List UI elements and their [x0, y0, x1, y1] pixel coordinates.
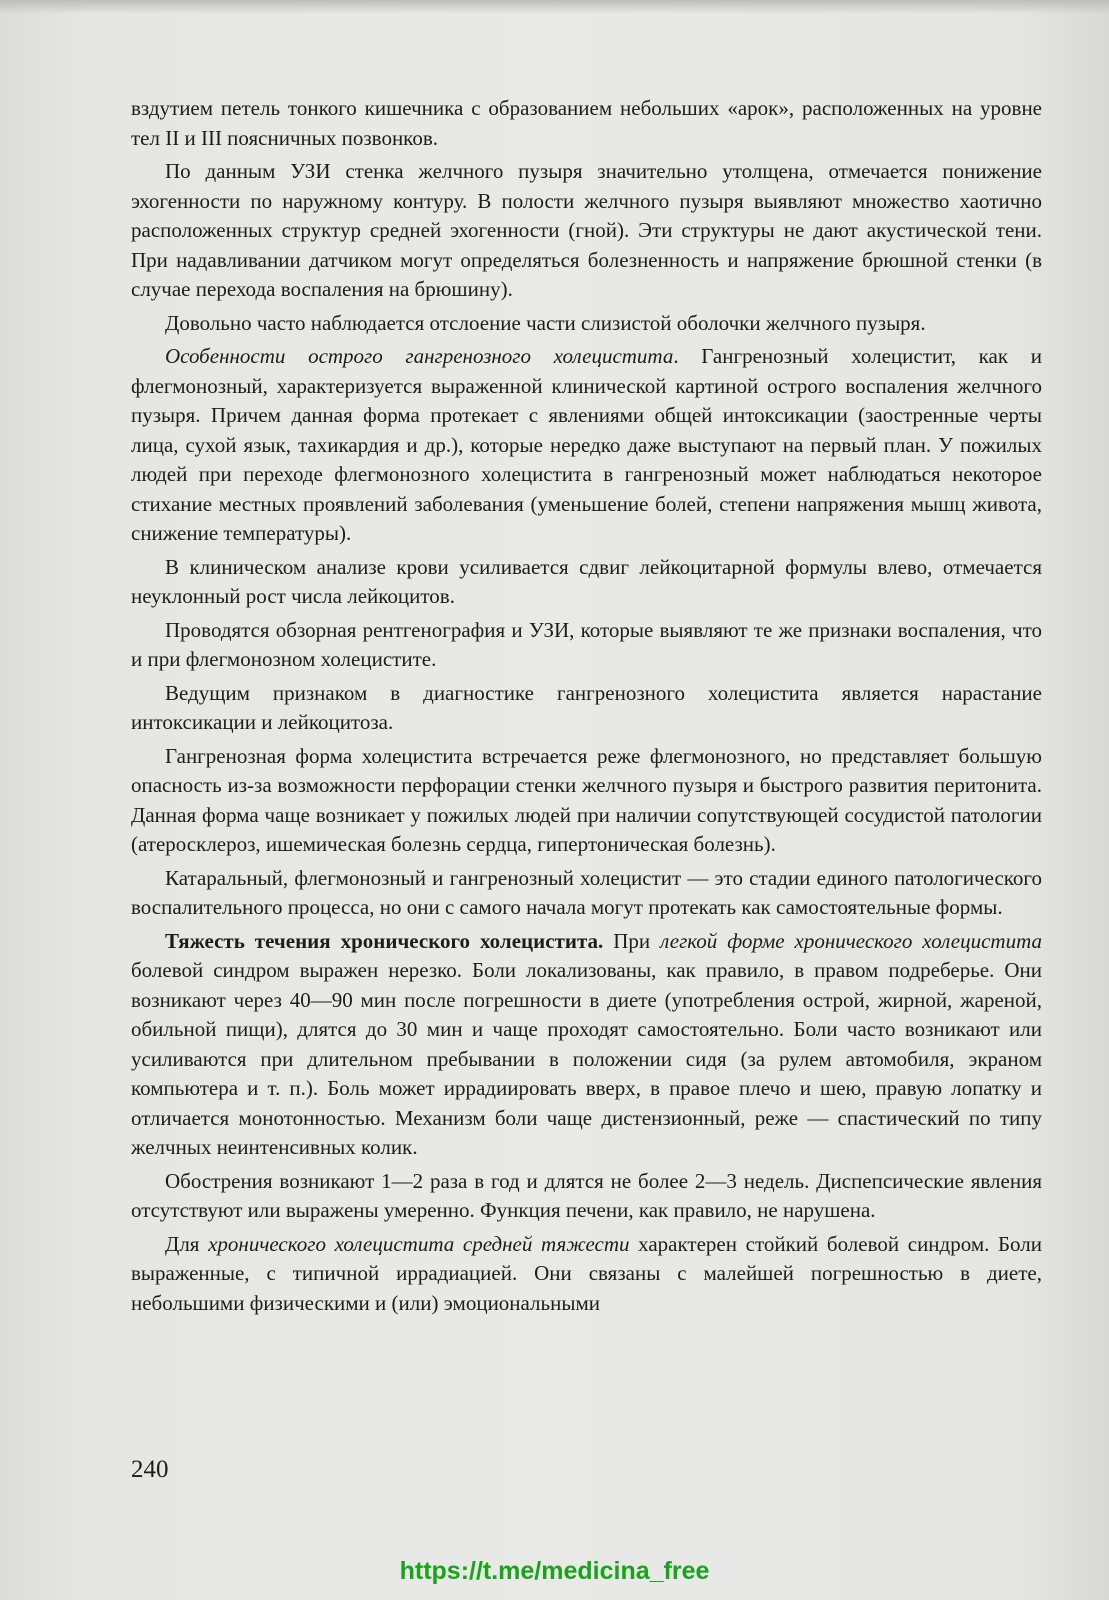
- text-run: вздутием петель тонкого кишечника с образованием небольших «арок», расположенных на уровне тел II и III поясничных позвонков.: [131, 96, 1042, 150]
- text-run: Обострения возникают 1—2 раза в год и длятся не более 2—3 недель. Диспепсические явления отсутствуют или выражены умеренно. Функция печени, как правило, не нарушена.: [131, 1168, 1042, 1222]
- paragraph: [131, 742, 1042, 860]
- text-run: болевой синдром выражен нерезко. Боли локализованы, как правило, в правом подреберье. Они возникают через 40—90 мин после погрешности в диете (употребления острой, жирной, жареной, обильной пищи), длятся до 30 мин и чаще проходят самостоятельно. Боли часто возникают или усиливаются при длительном пребывании в положении сидя (за рулем автомобиля, экраном компьютера и т. п.). Боль может иррадиировать вверх, в правое плечо и шею, правую лопатку и отличается монотонностью. Механизм боли чаще дистензионный, реже — спастический по типу желчных неинтенсивных колик.: [131, 958, 1042, 1159]
- paragraph: [131, 553, 1042, 612]
- watermark-link[interactable]: https://t.me/medicina_free: [399, 1557, 710, 1585]
- page-number: 240: [131, 1456, 169, 1483]
- text-run: По данным УЗИ стенка желчного пузыря значительно утолщена, отмечается понижение эхогенности по наружному контуру. В полости желчного пузыря выявляют множество хаотично расположенных структур средней эхогенности (гной). Эти структуры не дают акустической тени. При надавливании датчиком могут определяться болезненность и напряжение брюшной стенки (в случае перехода воспаления на брюшину).: [131, 159, 1042, 301]
- paragraph: [131, 1230, 1042, 1319]
- body-text: [131, 94, 1042, 1318]
- paragraph: [131, 1167, 1042, 1226]
- paragraph: [131, 927, 1042, 1163]
- italic-run: Особенности острого гангренозного холецистита: [165, 344, 674, 368]
- paragraph: [131, 309, 1042, 339]
- italic-run: хронического холецистита средней тяжести: [208, 1231, 630, 1256]
- italic-run: легкой форме хронического холецистита: [660, 928, 1042, 953]
- text-run: характерен стойкий болевой синдром. Боли выраженные, с типичной иррадиацией. Они связаны с малейшей погрешностью в диете, небольшими физическими и (или) эмоциональными: [131, 1231, 1043, 1315]
- text-run: В клиническом анализе крови усиливается сдвиг лейкоцитарной формулы влево, отмечается неуклонный рост числа лейкоцитов.: [131, 554, 1042, 608]
- paragraph: [131, 342, 1042, 549]
- paragraph: [131, 679, 1042, 738]
- text-run: Довольно часто наблюдается отслоение части слизистой оболочки желчного пузыря.: [165, 310, 926, 335]
- bold-run: Тяжесть течения хронического холецистита.: [165, 928, 604, 953]
- paragraph: [131, 864, 1042, 923]
- page-top-shadow: [0, 0, 1109, 14]
- paragraph: [131, 157, 1042, 305]
- paragraph: [131, 616, 1042, 675]
- text-run: Для: [165, 1231, 209, 1256]
- paragraph: [131, 94, 1042, 153]
- text-run: Катаральный, флегмонозный и гангренозный холецистит — это стадии единого патологического воспалительного процесса, но они с самого начала могут протекать как самостоятельные формы.: [131, 865, 1042, 919]
- text-run: Ведущим признаком в диагностике гангренозного холецистита является нарастание интоксикации и лейкоцитоза.: [131, 680, 1042, 734]
- text-run: Проводятся обзорная рентгенография и УЗИ, которые выявляют те же признаки воспаления, что и при флегмонозном холецистите.: [131, 617, 1042, 671]
- text-run: Гангренозная форма холецистита встречается реже флегмонозного, но представляет большую опасность из-за возможности перфорации стенки желчного пузыря и быстрого развития перитонита. Данная форма чаще возникает у пожилых людей при наличии сопутствующей сосудистой патологии (атеросклероз, ишемическая болезнь сердца, гипертоническая болезнь).: [131, 743, 1042, 856]
- text-run: . Гангренозный холецистит, как и флегмонозный, характеризуется выраженной клинической картиной острого воспаления желчного пузыря. Причем данная форма протекает с явлениями общей интоксикации (заостренные черты лица, сухой язык, тахикардия и др.), которые нередко даже выступают на первый план. У пожилых людей при переходе флегмонозного холецистита в гангренозный может наблюдаться некоторое стихание местных проявлений заболевания (уменьшение болей, степени напряжения мышц живота, снижение температуры).: [131, 344, 1042, 545]
- text-run: При: [603, 928, 661, 953]
